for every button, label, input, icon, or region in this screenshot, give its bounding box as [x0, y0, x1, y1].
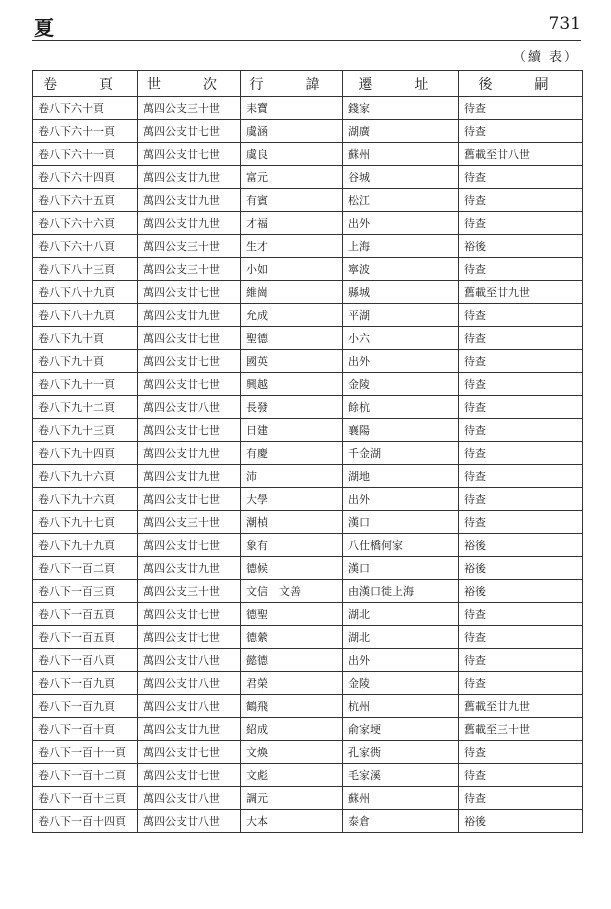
cell-name: 虞良: [241, 143, 343, 166]
table-row: [33, 695, 583, 718]
cell-volume-page: 卷八下一百九頁: [33, 672, 138, 695]
cell-migration: 小六: [343, 327, 459, 350]
cell-name: 德縈: [241, 626, 343, 649]
cell-generation: 萬四公支廿七世: [138, 741, 241, 764]
cell-generation: 萬四公支廿九世: [138, 166, 241, 189]
cell-volume-page: 卷八下九十七頁: [33, 511, 138, 534]
table-row: [33, 442, 583, 465]
cell-descendants: 裕後: [459, 235, 583, 258]
cell-name: 才福: [241, 212, 343, 235]
cell-volume-page: 卷八下八十九頁: [33, 281, 138, 304]
header-rule: [32, 40, 581, 41]
cell-volume-page: 卷八下一百五頁: [33, 603, 138, 626]
column-header-volume-page: 卷 頁: [33, 71, 138, 97]
cell-migration: 谷城: [343, 166, 459, 189]
cell-descendants: 待查: [459, 419, 583, 442]
cell-name: 維崗: [241, 281, 343, 304]
cell-generation: 萬四公支廿九世: [138, 465, 241, 488]
cell-generation: 萬四公支廿八世: [138, 695, 241, 718]
cell-volume-page: 卷八下九十三頁: [33, 419, 138, 442]
cell-migration: 蘇州: [343, 787, 459, 810]
cell-volume-page: 卷八下一百二頁: [33, 557, 138, 580]
table-row: [33, 511, 583, 534]
cell-migration: 金陵: [343, 373, 459, 396]
cell-migration: 俞家埂: [343, 718, 459, 741]
table-row: [33, 603, 583, 626]
table-row: [33, 580, 583, 603]
cell-name: 大本: [241, 810, 343, 833]
table-row: [33, 327, 583, 350]
cell-generation: 萬四公支三十世: [138, 580, 241, 603]
table-row: [33, 166, 583, 189]
cell-migration: 餘杭: [343, 396, 459, 419]
cell-descendants: 待查: [459, 212, 583, 235]
table-row: [33, 649, 583, 672]
table-body: [33, 97, 583, 833]
cell-generation: 萬四公支廿七世: [138, 327, 241, 350]
cell-migration: 出外: [343, 649, 459, 672]
cell-descendants: 待查: [459, 350, 583, 373]
cell-descendants: 待查: [459, 120, 583, 143]
cell-name: 小如: [241, 258, 343, 281]
cell-generation: 萬四公支廿九世: [138, 212, 241, 235]
cell-migration: 由漢口徙上海: [343, 580, 459, 603]
cell-name: 耒寶: [241, 97, 343, 120]
cell-volume-page: 卷八下一百十三頁: [33, 787, 138, 810]
cell-migration: 湖廣: [343, 120, 459, 143]
column-header-descendants: 後 嗣: [459, 71, 583, 97]
cell-descendants: 待查: [459, 442, 583, 465]
cell-migration: 出外: [343, 488, 459, 511]
cell-descendants: 待查: [459, 327, 583, 350]
table-row: [33, 189, 583, 212]
cell-volume-page: 卷八下一百五頁: [33, 626, 138, 649]
cell-generation: 萬四公支廿八世: [138, 787, 241, 810]
table-row: [33, 810, 583, 833]
cell-migration: 蘇州: [343, 143, 459, 166]
cell-migration: 八仕橋何家: [343, 534, 459, 557]
cell-name: 調元: [241, 787, 343, 810]
cell-migration: 襄陽: [343, 419, 459, 442]
cell-generation: 萬四公支廿七世: [138, 120, 241, 143]
table-row: [33, 235, 583, 258]
cell-descendants: 待查: [459, 488, 583, 511]
cell-descendants: 待查: [459, 304, 583, 327]
cell-descendants: 裕後: [459, 580, 583, 603]
cell-descendants: 待查: [459, 649, 583, 672]
genealogy-table: [32, 70, 583, 833]
cell-volume-page: 卷八下一百十一頁: [33, 741, 138, 764]
cell-descendants: 裕後: [459, 557, 583, 580]
table-row: [33, 488, 583, 511]
cell-migration: 縣城: [343, 281, 459, 304]
cell-descendants: 待查: [459, 258, 583, 281]
cell-generation: 萬四公支廿七世: [138, 534, 241, 557]
table-row: [33, 143, 583, 166]
cell-generation: 萬四公支廿七世: [138, 281, 241, 304]
page-title: 夏: [34, 16, 54, 40]
cell-name: 君榮: [241, 672, 343, 695]
cell-generation: 萬四公支廿九世: [138, 442, 241, 465]
cell-descendants: 裕後: [459, 810, 583, 833]
page-number: 731: [548, 14, 581, 34]
cell-migration: 平湖: [343, 304, 459, 327]
cell-migration: 孔家衖: [343, 741, 459, 764]
cell-descendants: 待查: [459, 741, 583, 764]
cell-volume-page: 卷八下六十一頁: [33, 120, 138, 143]
table-row: [33, 350, 583, 373]
cell-generation: 萬四公支廿九世: [138, 718, 241, 741]
cell-volume-page: 卷八下九十六頁: [33, 465, 138, 488]
table-row: [33, 465, 583, 488]
cell-descendants: 待查: [459, 672, 583, 695]
cell-volume-page: 卷八下八十九頁: [33, 304, 138, 327]
table-row: [33, 764, 583, 787]
cell-name: 有慶: [241, 442, 343, 465]
cell-name: 富元: [241, 166, 343, 189]
cell-migration: 上海: [343, 235, 459, 258]
continued-label: （續 表）: [512, 50, 579, 65]
cell-migration: 漢口: [343, 557, 459, 580]
cell-migration: 寧波: [343, 258, 459, 281]
table-row: [33, 258, 583, 281]
cell-descendants: 待查: [459, 396, 583, 419]
cell-generation: 萬四公支三十世: [138, 258, 241, 281]
cell-generation: 萬四公支廿九世: [138, 304, 241, 327]
table-row: [33, 373, 583, 396]
cell-descendants: 待查: [459, 626, 583, 649]
table-row: [33, 304, 583, 327]
cell-migration: 松江: [343, 189, 459, 212]
cell-generation: 萬四公支三十世: [138, 235, 241, 258]
cell-volume-page: 卷八下九十六頁: [33, 488, 138, 511]
cell-generation: 萬四公支廿七世: [138, 419, 241, 442]
cell-name: 興越: [241, 373, 343, 396]
cell-migration: 湖北: [343, 626, 459, 649]
table-row: [33, 120, 583, 143]
cell-generation: 萬四公支三十世: [138, 97, 241, 120]
column-header-generation: 世 次: [138, 71, 241, 97]
cell-descendants: 待查: [459, 373, 583, 396]
cell-name: 聖德: [241, 327, 343, 350]
cell-generation: 萬四公支廿七世: [138, 143, 241, 166]
cell-generation: 萬四公支廿七世: [138, 350, 241, 373]
cell-generation: 萬四公支廿七世: [138, 626, 241, 649]
cell-name: 德候: [241, 557, 343, 580]
cell-volume-page: 卷八下六十五頁: [33, 189, 138, 212]
cell-descendants: 裕後: [459, 534, 583, 557]
cell-volume-page: 卷八下九十二頁: [33, 396, 138, 419]
cell-descendants: 舊載至廿九世: [459, 695, 583, 718]
cell-name: 允成: [241, 304, 343, 327]
cell-volume-page: 卷八下一百十四頁: [33, 810, 138, 833]
cell-name: 文煥: [241, 741, 343, 764]
cell-generation: 萬四公支廿八世: [138, 672, 241, 695]
cell-volume-page: 卷八下六十六頁: [33, 212, 138, 235]
cell-name: 紹成: [241, 718, 343, 741]
cell-name: 日建: [241, 419, 343, 442]
cell-name: 有賓: [241, 189, 343, 212]
cell-descendants: 待查: [459, 603, 583, 626]
cell-descendants: 待查: [459, 166, 583, 189]
table-row: [33, 419, 583, 442]
cell-migration: 出外: [343, 212, 459, 235]
cell-generation: 萬四公支廿八世: [138, 396, 241, 419]
cell-descendants: 待查: [459, 465, 583, 488]
cell-migration: 出外: [343, 350, 459, 373]
cell-generation: 萬四公支廿九世: [138, 189, 241, 212]
cell-generation: 萬四公支廿八世: [138, 810, 241, 833]
cell-generation: 萬四公支廿八世: [138, 649, 241, 672]
cell-name: 德聖: [241, 603, 343, 626]
table-row: [33, 741, 583, 764]
cell-generation: 萬四公支廿七世: [138, 373, 241, 396]
cell-volume-page: 卷八下六十八頁: [33, 235, 138, 258]
table-row: [33, 672, 583, 695]
column-header-name: 行 諱: [241, 71, 343, 97]
cell-volume-page: 卷八下一百八頁: [33, 649, 138, 672]
cell-migration: 杭州: [343, 695, 459, 718]
cell-migration: 湖北: [343, 603, 459, 626]
table-row: [33, 281, 583, 304]
cell-descendants: 舊載至廿八世: [459, 143, 583, 166]
cell-name: 潮楨: [241, 511, 343, 534]
cell-volume-page: 卷八下一百三頁: [33, 580, 138, 603]
cell-name: 文彪: [241, 764, 343, 787]
cell-volume-page: 卷八下一百十頁: [33, 718, 138, 741]
cell-volume-page: 卷八下六十頁: [33, 97, 138, 120]
cell-name: 生才: [241, 235, 343, 258]
cell-name: 大學: [241, 488, 343, 511]
cell-volume-page: 卷八下九十九頁: [33, 534, 138, 557]
table-row: [33, 626, 583, 649]
cell-volume-page: 卷八下八十三頁: [33, 258, 138, 281]
cell-descendants: 待查: [459, 511, 583, 534]
cell-name: 文信 文善: [241, 580, 343, 603]
cell-volume-page: 卷八下六十四頁: [33, 166, 138, 189]
cell-name: 沛: [241, 465, 343, 488]
cell-name: 象有: [241, 534, 343, 557]
cell-volume-page: 卷八下六十一頁: [33, 143, 138, 166]
cell-name: 鶴飛: [241, 695, 343, 718]
cell-migration: 泰倉: [343, 810, 459, 833]
cell-descendants: 待查: [459, 97, 583, 120]
cell-migration: 毛家溪: [343, 764, 459, 787]
cell-generation: 萬四公支廿七世: [138, 488, 241, 511]
cell-descendants: 待查: [459, 764, 583, 787]
column-header-migration: 遷 址: [343, 71, 459, 97]
cell-descendants: 待查: [459, 787, 583, 810]
cell-migration: 千金湖: [343, 442, 459, 465]
cell-generation: 萬四公支廿七世: [138, 603, 241, 626]
cell-volume-page: 卷八下九十四頁: [33, 442, 138, 465]
cell-generation: 萬四公支三十世: [138, 511, 241, 534]
cell-migration: 錢家: [343, 97, 459, 120]
table-row: [33, 557, 583, 580]
table-row: [33, 97, 583, 120]
cell-migration: 金陵: [343, 672, 459, 695]
cell-name: 長發: [241, 396, 343, 419]
cell-descendants: 待查: [459, 189, 583, 212]
cell-generation: 萬四公支廿七世: [138, 764, 241, 787]
table-row: [33, 534, 583, 557]
cell-volume-page: 卷八下一百十二頁: [33, 764, 138, 787]
table-row: [33, 396, 583, 419]
cell-descendants: 舊載至廿九世: [459, 281, 583, 304]
cell-migration: 湖地: [343, 465, 459, 488]
table-row: [33, 718, 583, 741]
cell-descendants: 舊載至三十世: [459, 718, 583, 741]
table-row: [33, 787, 583, 810]
cell-name: 懿德: [241, 649, 343, 672]
cell-name: 虞涵: [241, 120, 343, 143]
table-row: [33, 212, 583, 235]
cell-volume-page: 卷八下一百九頁: [33, 695, 138, 718]
table-header-row: [33, 71, 583, 97]
cell-name: 國英: [241, 350, 343, 373]
cell-migration: 漢口: [343, 511, 459, 534]
cell-volume-page: 卷八下九十頁: [33, 350, 138, 373]
cell-volume-page: 卷八下九十一頁: [33, 373, 138, 396]
cell-volume-page: 卷八下九十頁: [33, 327, 138, 350]
cell-generation: 萬四公支廿九世: [138, 557, 241, 580]
